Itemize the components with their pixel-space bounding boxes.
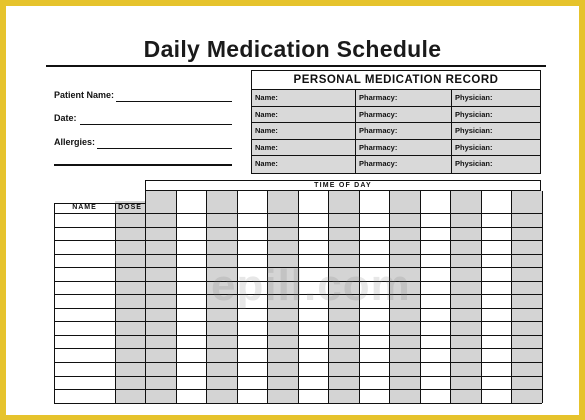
title-underline — [46, 65, 546, 67]
record-pharmacy-cell[interactable]: Pharmacy: — [356, 156, 452, 173]
record-name-cell[interactable]: Name: — [252, 107, 356, 123]
grid-vline — [54, 203, 55, 403]
dose-column-header: DOSE — [118, 204, 142, 211]
date-label: Date: — [54, 113, 77, 123]
time-slot-column[interactable] — [145, 191, 176, 403]
page-title: Daily Medication Schedule — [143, 36, 442, 62]
record-row — [252, 90, 540, 107]
time-slot-column[interactable] — [450, 191, 481, 403]
grid-hline — [54, 389, 542, 390]
record-name-cell[interactable]: Name: — [252, 123, 356, 139]
allergies-field[interactable] — [54, 137, 234, 149]
allergies-line — [97, 148, 232, 150]
grid-hline — [54, 213, 542, 214]
record-row — [252, 156, 540, 173]
grid-hline — [54, 240, 542, 241]
record-title: PERSONAL MEDICATION RECORD — [252, 71, 540, 90]
time-slot-column[interactable] — [511, 191, 542, 403]
date-line — [80, 124, 232, 126]
record-name-cell[interactable]: Name: — [252, 156, 356, 173]
grid-hline — [54, 335, 542, 336]
allergies-extra-line[interactable] — [54, 164, 232, 166]
record-physician-cell[interactable]: Physician: — [455, 93, 493, 102]
patient-name-label: Patient Name: — [54, 90, 115, 100]
record-pharmacy-cell[interactable]: Pharmacy: — [356, 90, 452, 106]
time-slot-column[interactable] — [481, 191, 512, 403]
name-column-header: NAME — [72, 204, 97, 211]
patient-name-field[interactable] — [54, 90, 234, 102]
time-of-day-header: TIME OF DAY — [145, 180, 541, 191]
record-pharmacy-cell[interactable]: Pharmacy: — [356, 107, 452, 123]
record-pharmacy-cell[interactable]: Pharmacy: — [356, 140, 452, 156]
record-physician-cell[interactable]: Physician: — [455, 109, 493, 119]
personal-medication-record — [251, 70, 541, 174]
grid-hline — [54, 321, 542, 322]
record-pharmacy-cell[interactable]: Pharmacy: — [356, 123, 452, 139]
grid-hline — [54, 227, 542, 228]
grid-hline — [54, 348, 542, 349]
date-field[interactable] — [54, 113, 234, 125]
grid-vline — [115, 203, 116, 403]
record-row — [252, 140, 540, 157]
time-slot-column[interactable] — [176, 191, 207, 403]
patient-name-line — [116, 101, 232, 103]
grid-vline — [145, 203, 146, 403]
grid-hline — [54, 362, 542, 363]
grid-hline — [54, 403, 542, 404]
record-physician-cell[interactable]: Physician: — [455, 126, 493, 136]
time-slot-column[interactable] — [420, 191, 451, 403]
watermark: epill.com — [211, 261, 411, 310]
dose-column-shade — [115, 201, 145, 403]
record-name-cell[interactable]: Name: — [252, 90, 356, 106]
record-row — [252, 123, 540, 140]
grid-hline — [54, 376, 542, 377]
allergies-label: Allergies: — [54, 137, 96, 147]
record-row — [252, 107, 540, 124]
record-physician-cell[interactable]: Physician: — [455, 159, 493, 169]
medication-schedule-sheet — [6, 6, 579, 415]
grid-hline — [54, 203, 145, 204]
grid-hline — [54, 254, 542, 255]
record-physician-cell[interactable]: Physician: — [455, 142, 493, 152]
grid-vline — [542, 191, 543, 403]
record-name-cell[interactable]: Name: — [252, 140, 356, 156]
